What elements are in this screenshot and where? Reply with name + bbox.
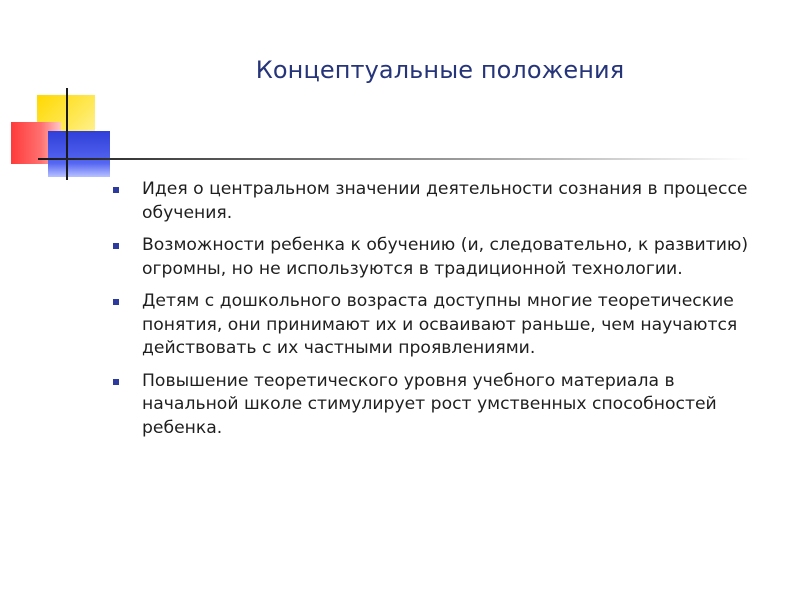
horizontal-divider-line bbox=[38, 158, 750, 160]
bullet-item bbox=[112, 234, 752, 281]
square-bullet-icon bbox=[113, 187, 119, 193]
bullet-item bbox=[112, 290, 752, 361]
decorative-squares-logo bbox=[0, 0, 800, 200]
bullet-item bbox=[112, 370, 752, 441]
square-bullet-icon bbox=[113, 243, 119, 249]
bullet-item bbox=[112, 178, 752, 225]
slide-content bbox=[112, 178, 752, 449]
square-bullet-icon bbox=[113, 299, 119, 305]
vertical-divider-line bbox=[66, 88, 68, 180]
bullet-text: Детям с дошкольного возраста доступны многие теоретические понятия, они принимают их и осваивают раньше, чем научаются действовать с их частными проявлениями. bbox=[142, 291, 738, 358]
bullet-text: Повышение теоретического уровня учебного материала в начальной школе стимулирует рост умственных способностей ребенка. bbox=[142, 370, 717, 438]
square-bullet-icon bbox=[113, 379, 119, 385]
bullet-text: Идея о центральном значении деятельности сознания в процессе обучения. bbox=[142, 179, 748, 223]
bullet-text: Возможности ребенка к обучению (и, следовательно, к развитию) огромны, но не используются в традиционной технологии. bbox=[142, 235, 749, 279]
slide-title: Концептуальные положения bbox=[255, 56, 625, 84]
bullet-list bbox=[112, 178, 752, 440]
blue-square bbox=[48, 131, 110, 177]
